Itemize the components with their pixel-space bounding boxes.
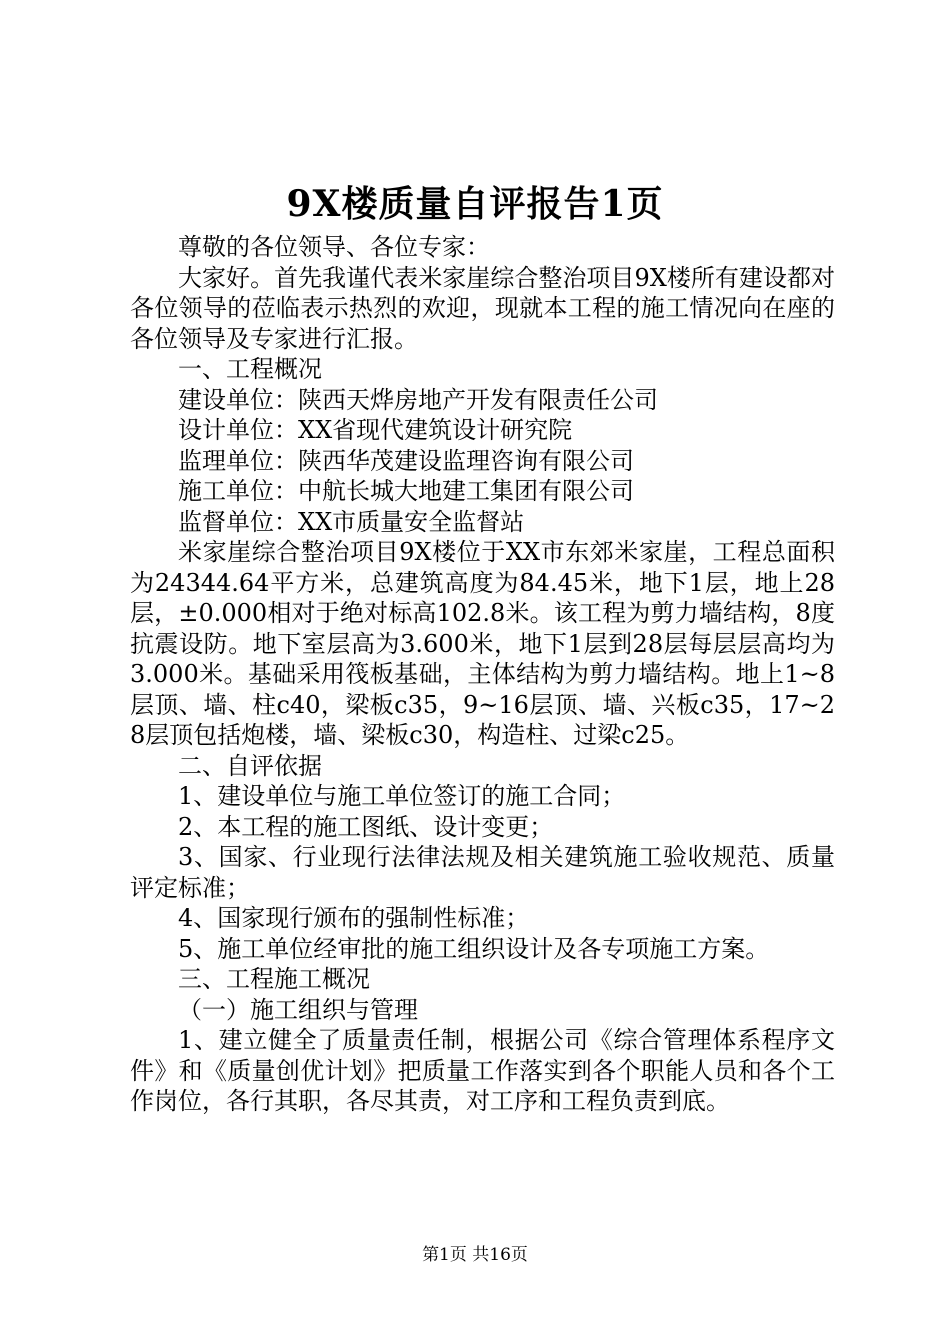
design-unit: 设计单位：XX省现代建筑设计研究院 (178, 416, 573, 444)
basis-item-2: 2、本工程的施工图纸、设计变更； (178, 812, 554, 841)
supervision-unit: 监理单位：陕西华茂建设监理咨询有限公司 (178, 446, 634, 475)
section-heading-basis: 二、自评依据 (178, 751, 322, 780)
organization-item-1: 1、建立健全了质量责任制，根据公司《综合管理体系程序文件》和《质量创优计划》把质量工作落实到各个职能人员和各个工作岗位，各行其职，各尽其责，对工序和工程负责到底。 (130, 1026, 835, 1115)
document-title: 9X楼质量自评报告1页 (286, 183, 664, 225)
basis-item-5: 5、施工单位经审批的施工组织设计及各专项施工方案。 (178, 934, 770, 963)
construction-unit: 建设单位：陕西天烨房地产开发有限责任公司 (178, 385, 658, 414)
basis-item-4: 4、国家现行颁布的强制性标准； (178, 904, 530, 932)
intro-paragraph: 大家好。首先我谨代表米家崖综合整治项目9X楼所有建设都对各位领导的莅临表示热烈的欢迎，现就本工程的施工情况向在座的各位领导及专家进行汇报。 (130, 263, 835, 353)
subsection-heading-organization: （一）施工组织与管理 (178, 995, 418, 1024)
document-body (130, 232, 835, 1117)
basis-item-1: 1、建设单位与施工单位签订的施工合同； (178, 782, 626, 810)
project-description: 米家崖综合整治项目9X楼位于XX市东郊米家崖，工程总面积为24344.64平方米，总建筑高度为84.45米，地下1层，地上28层，±0.000相对于绝对标高102.8米。该工程为剪力墙结构，8度抗震设防。地下室层高为3.600米，地下1层到28层每层层高均为3.000米。基础采用筏板基础，主体结构为剪力墙结构。地上1~8层顶、墙、柱c40，梁板c35，9~16层顶、墙、兴板c35，17~28层顶包括炮楼，墙、梁板c30，构造柱、过梁c25。 (130, 538, 835, 749)
section-heading-construction: 三、工程施工概况 (178, 965, 370, 993)
section-heading-overview: 一、工程概况 (178, 355, 322, 383)
builder-unit: 施工单位：中航长城大地建工集团有限公司 (178, 477, 634, 505)
page-footer: 第1页 共16页 (422, 1245, 528, 1265)
inspection-unit: 监督单位：XX市质量安全监督站 (178, 507, 525, 536)
basis-item-3: 3、国家、行业现行法律法规及相关建筑施工验收规范、质量评定标准； (130, 843, 835, 902)
salutation: 尊敬的各位领导、各位专家： (178, 233, 490, 261)
